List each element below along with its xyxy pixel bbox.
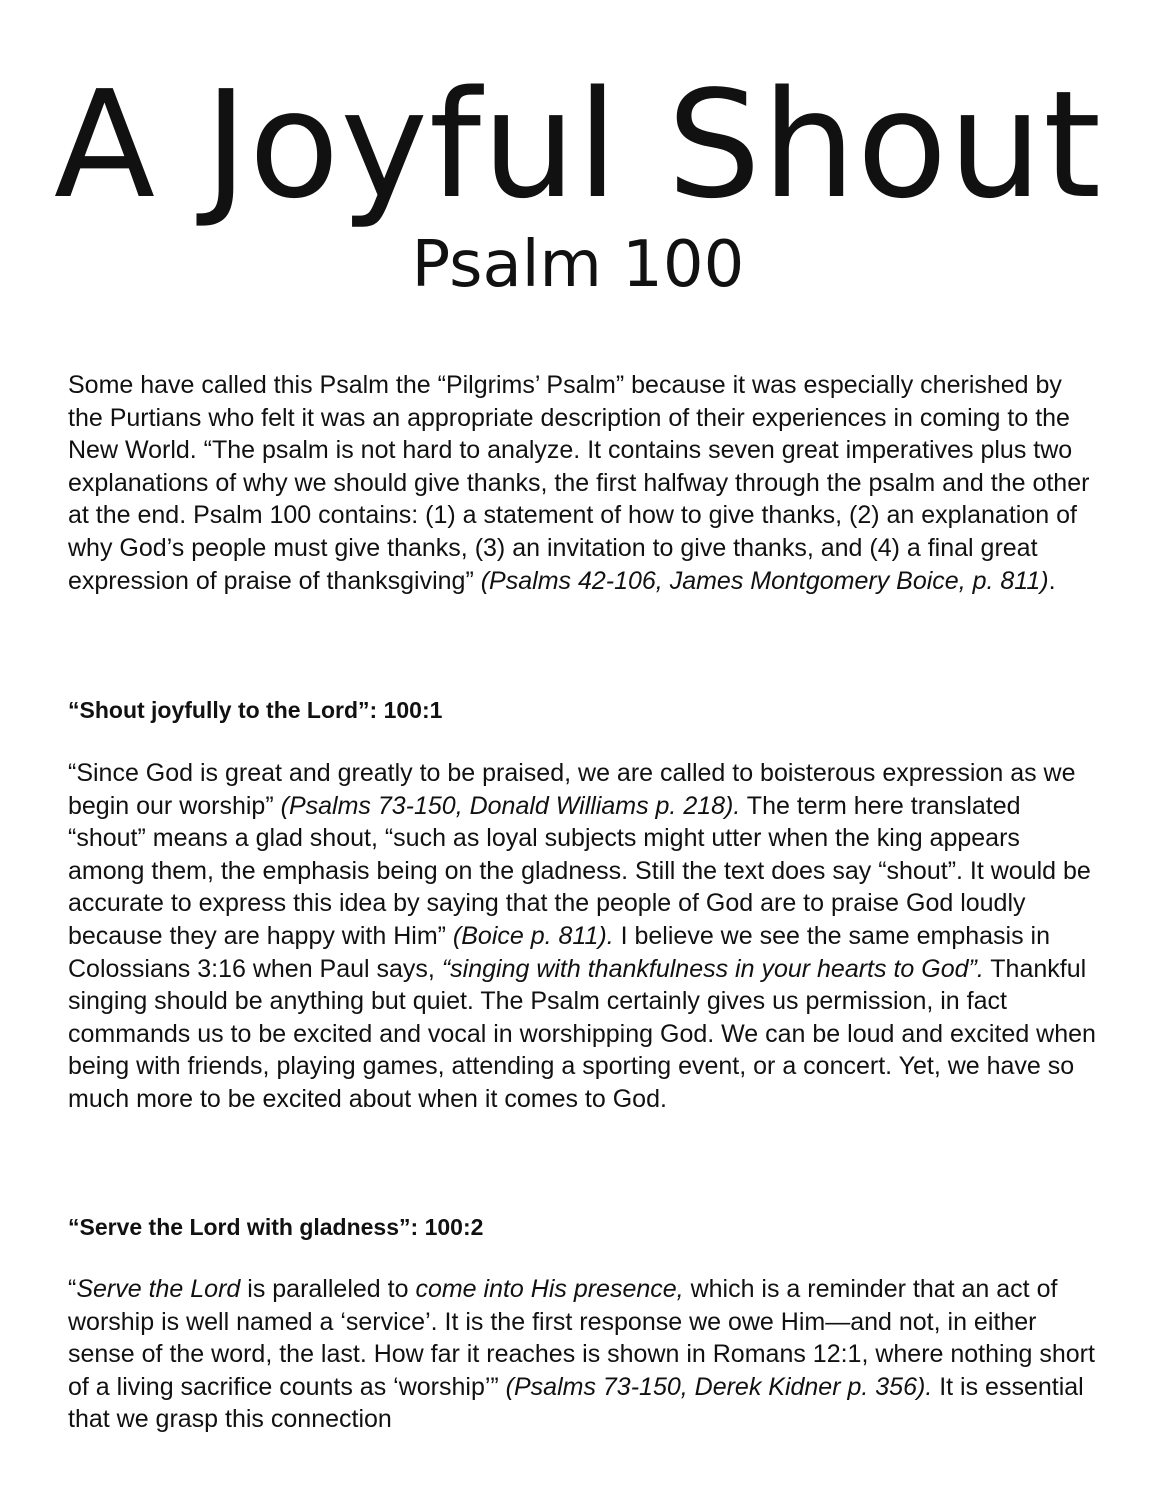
shout-text-3: I believe we see the same emphasis in Colossians 3:16 when Paul says, (68, 921, 1050, 983)
shout-citation-1: (Psalms 73-150, Donald Williams p. 218). (280, 791, 741, 820)
serve-citation: (Psalms 73-150, Derek Kidner p. 356). (505, 1372, 933, 1401)
shout-text-2: The term here translated “shout” means a glad shout, “such as loyal subjects might utter when the king appears among them, the emphasis being on the gladness. Still the text does say “shout”. It would be accurate to express this idea by saying that the people of God are to praise God loudly because they are happy with Him” (68, 791, 1091, 950)
shout-text-1: “Since God is great and greatly to be praised, we are called to boisterous expression as we begin our worship” (68, 759, 1076, 820)
serve-text-1: is paralleled to (240, 1275, 416, 1303)
intro-paragraph (68, 369, 1098, 597)
serve-text-2: which is a reminder that an act of worship is well named a ‘service’. It is the first response we owe Him—and not, in either sense of the word, the last. How far it reaches is shown in Romans 12:1, where nothing short of a living sacrifice counts as ‘worship’” (68, 1275, 1095, 1401)
section-paragraph-serve (68, 1273, 1098, 1436)
serve-emphasis-1: Serve the Lord (76, 1275, 241, 1303)
page-title: A Joyful Shout (53, 59, 1103, 231)
shout-citation-2: (Boice p. 811). (452, 921, 614, 950)
serve-text-3: It is essential that we grasp this connection (68, 1372, 1084, 1434)
page-subtitle: Psalm 100 (411, 228, 745, 302)
section-heading-shout: “Shout joyfully to the Lord”: 100:1 (68, 697, 443, 723)
shout-text-4: Thankful singing should be anything but quiet. The Psalm certainly gives us permission, in fact commands us to be excited and vocal in worshipping God. We can be loud and excited when being with friends, playing games, attending a sporting event, or a concert. Yet, we have so much more to be excited about when it comes to God. (68, 954, 1096, 1113)
shout-quote: “singing with thankfulness in your hearts to God”. (441, 954, 984, 983)
section-paragraph-shout (68, 757, 1098, 1116)
serve-emphasis-2: come into His presence, (415, 1275, 684, 1303)
intro-citation: (Psalms 42-106, James Montgomery Boice, p. 811) (480, 566, 1049, 595)
section-heading-serve: “Serve the Lord with gladness”: 100:2 (68, 1214, 484, 1240)
intro-end: . (1048, 566, 1056, 595)
serve-open-quote: “ (68, 1275, 77, 1303)
intro-text: Some have called this Psalm the “Pilgrims’ Psalm” because it was especially cherished by the Purtians who felt it was an appropriate description of their experiences in coming to the New World. “The psalm is not hard to analyze. It contains seven great imperatives plus two explanations of why we should give thanks, the first halfway through the psalm and the other at the end. Psalm 100 contains: (1) a statement of how to give thanks, (2) an explanation of why God’s people must give thanks, (3) an invitation to give thanks, and (4) a final great expression of praise of thanksgiving” (68, 371, 1090, 595)
